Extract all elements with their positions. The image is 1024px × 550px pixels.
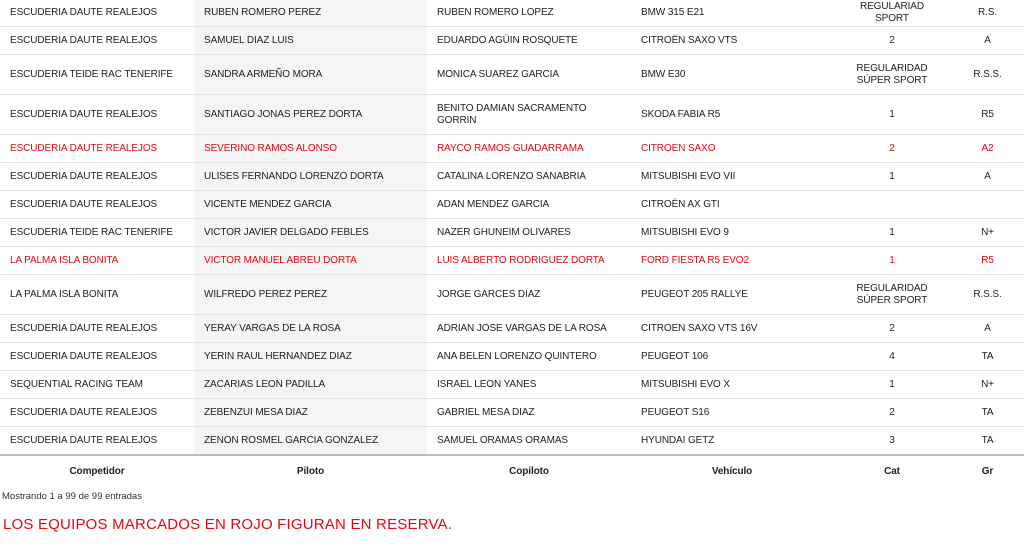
gr-cell: R.S.S. (951, 55, 1024, 95)
cat-cell: REGULARIAD SPORT (833, 0, 951, 27)
cat-cell: 3 (833, 427, 951, 456)
table-row (0, 371, 1024, 399)
vehiculo-cell: PEUGEOT 106 (631, 343, 833, 371)
copiloto-cell: ANA BELEN LORENZO QUINTERO (427, 343, 631, 371)
table-row (0, 135, 1024, 163)
table-row (0, 0, 1024, 27)
copiloto-cell: BENITO DAMIAN SACRAMENTO GORRIN (427, 95, 631, 135)
copiloto-cell: JORGE GARCES DIAZ (427, 275, 631, 315)
vehiculo-cell: BMW E30 (631, 55, 833, 95)
vehiculo-cell: PEUGEOT S16 (631, 399, 833, 427)
column-header-gr[interactable]: Gr (951, 455, 1024, 487)
piloto-cell: ZACARIAS LEON PADILLA (194, 371, 427, 399)
gr-cell (951, 191, 1024, 219)
copiloto-cell: CATALINA LORENZO SANABRIA (427, 163, 631, 191)
table-row (0, 315, 1024, 343)
gr-cell: R.S. (951, 0, 1024, 27)
cat-cell: 1 (833, 247, 951, 275)
competidor-cell: ESCUDERIA DAUTE REALEJOS (0, 343, 194, 371)
column-header-competidor[interactable]: Competidor (0, 455, 194, 487)
copiloto-cell: ADAN MENDEZ GARCIA (427, 191, 631, 219)
gr-cell: TA (951, 427, 1024, 456)
competidor-cell: ESCUDERIA DAUTE REALEJOS (0, 427, 194, 456)
piloto-cell: WILFREDO PEREZ PEREZ (194, 275, 427, 315)
table-footer-header (0, 455, 1024, 487)
copiloto-cell: LUIS ALBERTO RODRIGUEZ DORTA (427, 247, 631, 275)
table-row (0, 95, 1024, 135)
gr-cell: R.S.S. (951, 275, 1024, 315)
cat-cell: 2 (833, 399, 951, 427)
gr-cell: N+ (951, 371, 1024, 399)
gr-cell: A (951, 315, 1024, 343)
copiloto-cell: GABRIEL MESA DIAZ (427, 399, 631, 427)
gr-cell: A (951, 163, 1024, 191)
cat-cell: 1 (833, 95, 951, 135)
vehiculo-cell: BMW 315 E21 (631, 0, 833, 27)
competidor-cell: ESCUDERIA DAUTE REALEJOS (0, 315, 194, 343)
piloto-cell: ULISES FERNANDO LORENZO DORTA (194, 163, 427, 191)
copiloto-cell: RAYCO RAMOS GUADARRAMA (427, 135, 631, 163)
competidor-cell: LA PALMA ISLA BONITA (0, 247, 194, 275)
vehiculo-cell: FORD FIESTA R5 EVO2 (631, 247, 833, 275)
piloto-cell: ZENON ROSMEL GARCIA GONZALEZ (194, 427, 427, 456)
vehiculo-cell: CITROEN SAXO (631, 135, 833, 163)
table-info-text: Mostrando 1 a 99 de 99 entradas (2, 491, 142, 502)
column-header-copiloto[interactable]: Copiloto (427, 455, 631, 487)
piloto-cell: VICTOR JAVIER DELGADO FEBLES (194, 219, 427, 247)
piloto-cell: YERAY VARGAS DE LA ROSA (194, 315, 427, 343)
gr-cell: TA (951, 399, 1024, 427)
gr-cell: R5 (951, 95, 1024, 135)
table-row (0, 275, 1024, 315)
cat-cell: 4 (833, 343, 951, 371)
cat-cell: 2 (833, 315, 951, 343)
table-row (0, 247, 1024, 275)
vehiculo-cell: MITSUBISHI EVO VII (631, 163, 833, 191)
reserve-notice: LOS EQUIPOS MARCADOS EN ROJO FIGURAN EN RESERVA. (3, 516, 453, 533)
competidor-cell: ESCUDERIA DAUTE REALEJOS (0, 135, 194, 163)
piloto-cell: VICTOR MANUEL ABREU DORTA (194, 247, 427, 275)
table-row (0, 399, 1024, 427)
copiloto-cell: SAMUEL ORAMAS ORAMAS (427, 427, 631, 456)
table-row (0, 163, 1024, 191)
gr-cell: A (951, 27, 1024, 55)
table-row (0, 219, 1024, 247)
competidor-cell: ESCUDERIA DAUTE REALEJOS (0, 191, 194, 219)
piloto-cell: VICENTE MENDEZ GARCIA (194, 191, 427, 219)
piloto-cell: SAMUEL DIAZ LUIS (194, 27, 427, 55)
column-header-vehiculo[interactable]: Vehículo (631, 455, 833, 487)
competidor-cell: ESCUDERIA TEIDE RAC TENERIFE (0, 55, 194, 95)
piloto-cell: SANTIAGO JONAS PEREZ DORTA (194, 95, 427, 135)
cat-cell (833, 191, 951, 219)
copiloto-cell: ISRAEL LEON YANES (427, 371, 631, 399)
vehiculo-cell: CITROËN AX GTI (631, 191, 833, 219)
copiloto-cell: EDUARDO AGÜIN ROSQUETE (427, 27, 631, 55)
vehiculo-cell: PEUGEOT 205 RALLYE (631, 275, 833, 315)
piloto-cell: ZEBENZUI MESA DIAZ (194, 399, 427, 427)
cat-cell: REGULARIDAD SÚPER SPORT (833, 275, 951, 315)
piloto-cell: SEVERINO RAMOS ALONSO (194, 135, 427, 163)
piloto-cell: RUBEN ROMERO PEREZ (194, 0, 427, 27)
copiloto-cell: NAZER GHUNEIM OLIVARES (427, 219, 631, 247)
competidor-cell: ESCUDERIA TEIDE RAC TENERIFE (0, 219, 194, 247)
copiloto-cell: ADRIAN JOSE VARGAS DE LA ROSA (427, 315, 631, 343)
cat-cell: 1 (833, 219, 951, 247)
cat-cell: 1 (833, 371, 951, 399)
column-header-piloto[interactable]: Piloto (194, 455, 427, 487)
competidor-cell: ESCUDERIA DAUTE REALEJOS (0, 163, 194, 191)
vehiculo-cell: CITROËN SAXO VTS (631, 27, 833, 55)
gr-cell: A2 (951, 135, 1024, 163)
gr-cell: N+ (951, 219, 1024, 247)
competidor-cell: SEQUENTIAL RACING TEAM (0, 371, 194, 399)
vehiculo-cell: CITROEN SAXO VTS 16V (631, 315, 833, 343)
piloto-cell: YERIN RAUL HERNANDEZ DIAZ (194, 343, 427, 371)
cat-cell: 2 (833, 27, 951, 55)
cat-cell: 2 (833, 135, 951, 163)
vehiculo-cell: MITSUBISHI EVO 9 (631, 219, 833, 247)
table-row (0, 343, 1024, 371)
competidor-cell: ESCUDERIA DAUTE REALEJOS (0, 0, 194, 27)
gr-cell: TA (951, 343, 1024, 371)
column-header-cat[interactable]: Cat (833, 455, 951, 487)
vehiculo-cell: SKODA FABIA R5 (631, 95, 833, 135)
vehiculo-cell: MITSUBISHI EVO X (631, 371, 833, 399)
table-row (0, 55, 1024, 95)
vehiculo-cell: HYUNDAI GETZ (631, 427, 833, 456)
table-row (0, 427, 1024, 456)
competidor-cell: ESCUDERIA DAUTE REALEJOS (0, 95, 194, 135)
table-row (0, 27, 1024, 55)
competidor-cell: LA PALMA ISLA BONITA (0, 275, 194, 315)
gr-cell: R5 (951, 247, 1024, 275)
piloto-cell: SANDRA ARMEÑO MORA (194, 55, 427, 95)
competidor-cell: ESCUDERIA DAUTE REALEJOS (0, 27, 194, 55)
copiloto-cell: RUBEN ROMERO LOPEZ (427, 0, 631, 27)
cat-cell: 1 (833, 163, 951, 191)
table-row (0, 191, 1024, 219)
competidor-cell: ESCUDERIA DAUTE REALEJOS (0, 399, 194, 427)
copiloto-cell: MONICA SUAREZ GARCIA (427, 55, 631, 95)
cat-cell: REGULARIDAD SÚPER SPORT (833, 55, 951, 95)
